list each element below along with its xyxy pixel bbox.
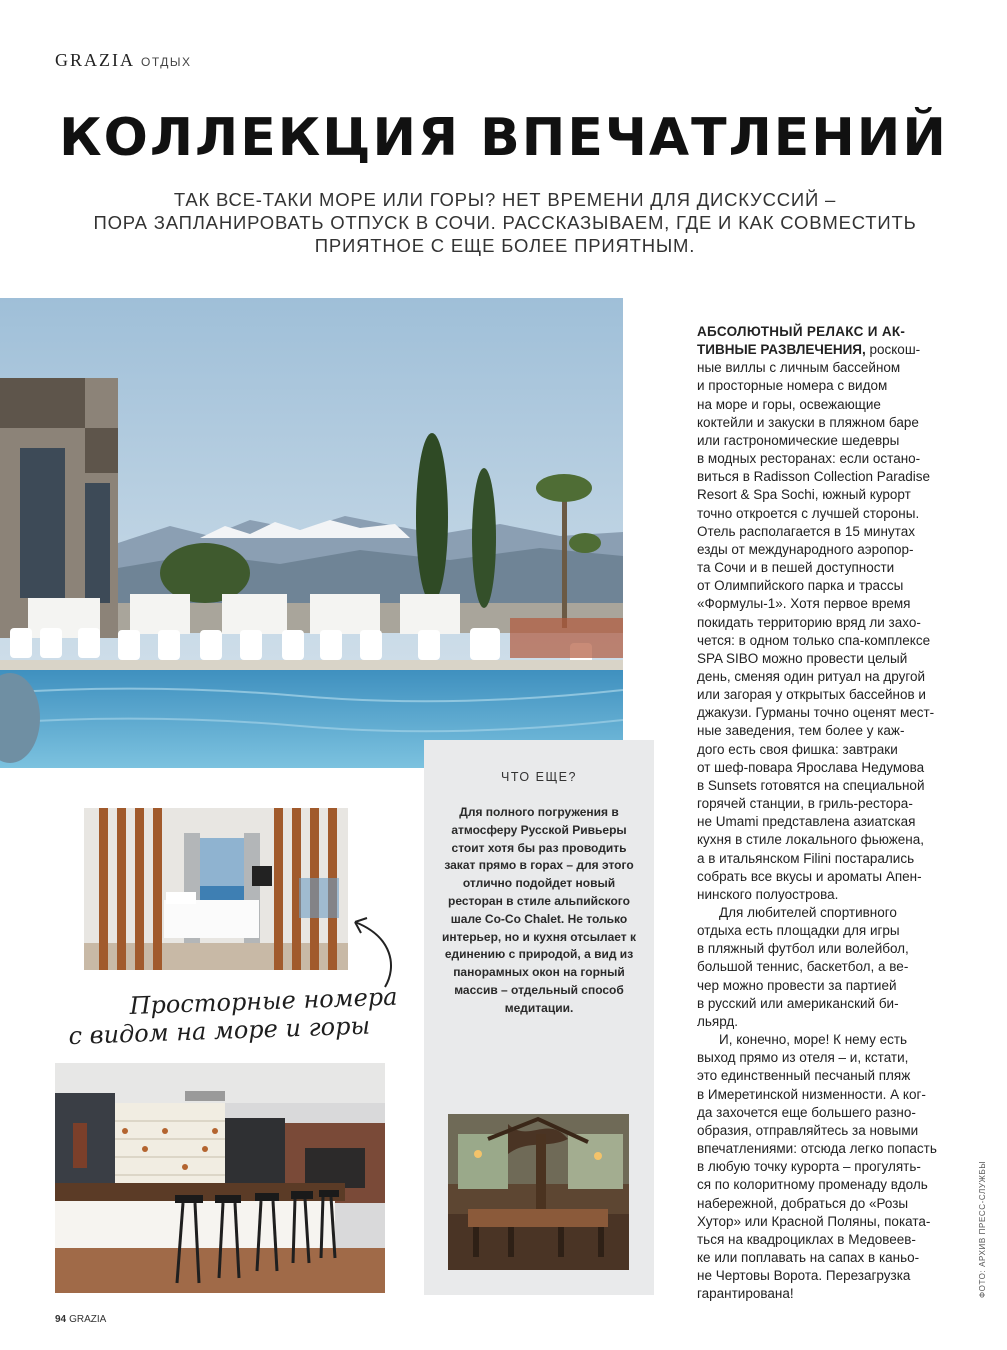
body-line: та Сочи и в пешей доступности — [697, 560, 895, 576]
body-paragraph-3 — [697, 1031, 947, 1303]
lead-line: ПРИЯТНОЕ С ЕЩЕ БОЛЕЕ ПРИЯТНЫМ. — [314, 235, 696, 256]
body-line: в любую точку курорта – прогулять- — [697, 1159, 921, 1175]
body-line: на море и горы, освежающие — [697, 396, 881, 412]
handwritten-arrow-icon — [345, 912, 405, 992]
sidebar-heading: ЧТО ЕЩЕ? — [501, 770, 577, 784]
body-line: в пляжный футбол или волейбол, — [697, 941, 909, 957]
folio-brand: GRAZIA — [69, 1314, 107, 1325]
body-line: ся по колоритному променаду вдоль — [697, 1177, 928, 1193]
body-line: выход прямо из отеля – и, кстати, — [697, 1050, 909, 1066]
article-lead — [80, 188, 930, 257]
body-line — [697, 341, 947, 359]
caption-line: Просторные номера — [129, 982, 398, 1020]
body-lead-in: ТИВНЫЕ РАЗВЛЕЧЕНИЯ, — [697, 342, 866, 358]
body-line: виться в Radisson Collection Paradise — [697, 469, 931, 485]
caption-line: с видом на море и горы — [68, 1011, 371, 1051]
photo-credit: ФОТО: АРХИВ ПРЕСС-СЛУЖБЫ — [978, 1160, 987, 1298]
body-line: от Олимпийского парка и трассы — [697, 578, 904, 594]
body-line: И, конечно, море! К нему есть — [719, 1032, 908, 1048]
body-line: Хутор» или Красной Поляны, поката- — [697, 1213, 931, 1229]
body-line: чер можно провести за партией — [697, 977, 897, 993]
body-line: в русский или американский би- — [697, 995, 899, 1011]
body-line: от шеф-повара Ярослава Недумова — [697, 759, 925, 775]
body-line: в Имеретинской низменности. А ког- — [697, 1086, 926, 1102]
body-line: SPA SIBO можно провести целый — [697, 650, 908, 666]
article-title: КОЛЛЕКЦИЯ ВПЕЧАТЛЕНИЙ — [59, 108, 948, 168]
body-paragraph-2 — [697, 904, 947, 1031]
restaurant-photo — [448, 1114, 629, 1270]
body-line: чется: в одном только спа-комплексе — [697, 632, 931, 648]
body-line: не Umami представлена азиатская — [697, 814, 916, 830]
body-line: джакузи. Гурманы точно оценят мест- — [697, 705, 935, 721]
sidebar-text: Для полного погружения в атмосферу Русской Ривьеры стоит хотя бы раз проводить закат прямо в горах – для этого отлично подойдет новый ресторан в стиле альпийского шале Co-Co Chalet. Не только интерьер, но и кухня отсылает к единению с природой, а вид из панорамных окон на горный массив – отдельный способ медитации. — [442, 805, 636, 1015]
magazine-brand: GRAZIA — [55, 50, 135, 70]
body-line: точно откроется с лучшей стороны. — [697, 505, 920, 521]
body-line: гарантирована! — [697, 1286, 794, 1302]
body-line: а в итальянском Filini постарались — [697, 850, 915, 866]
body-line: или гастрономические шедевры — [697, 432, 900, 448]
body-line: ные заведения, тем более у каж- — [697, 723, 905, 739]
hotel-room-photo — [84, 808, 348, 970]
body-line: дого есть своя фишка: завтраки — [697, 741, 898, 757]
body-line: ные виллы с личным бассейном — [697, 360, 901, 376]
body-line: кухня в стиле локального фьюжена, — [697, 832, 924, 848]
photo-caption — [67, 982, 419, 1050]
body-line: не Чертовы Ворота. Перезагрузка — [697, 1268, 911, 1284]
article-body — [697, 323, 947, 1303]
body-line-tail: роскош- — [865, 342, 921, 358]
body-line: день, сменяя один ритуал на другой — [697, 668, 926, 684]
body-line: да захочется еще большего разно- — [697, 1104, 916, 1120]
lead-line: ТАК ВСЕ-ТАКИ МОРЕ ИЛИ ГОРЫ? НЕТ ВРЕМЕНИ ДЛЯ ДИСКУССИЙ – — [173, 189, 837, 210]
body-line: образия, отправляйтесь за новыми — [697, 1122, 919, 1138]
body-line: большой теннис, баскетбол, а ве- — [697, 959, 909, 975]
body-line: собрать все вкусы и ароматы Апен- — [697, 868, 922, 884]
body-line: Для любителей спортивного — [719, 905, 897, 920]
body-line: или загорая у открытых бассейнов и — [697, 687, 926, 703]
lead-line: ПОРА ЗАПЛАНИРОВАТЬ ОТПУСК В СОЧИ. РАССКАЗЫВАЕМ, ГДЕ И КАК СОВМЕСТИТЬ — [93, 212, 917, 233]
body-line: езды от международного аэропор- — [697, 541, 914, 557]
body-lead-in: АБСОЛЮТНЫЙ РЕЛАКС И АК- — [697, 324, 906, 339]
body-line: набережной, добраться до «Розы — [697, 1195, 909, 1211]
body-line: нинского полуострова. — [697, 886, 839, 902]
hotel-pool-photo — [0, 298, 623, 768]
body-line: Resort & Spa Sochi, южный курорт — [697, 487, 911, 503]
page-header — [55, 50, 192, 71]
body-line: льярд. — [697, 1013, 739, 1029]
body-line: ться на квадроциклах в Медовеев- — [697, 1231, 916, 1247]
body-line: в Sunsets готовятся на специальной — [697, 777, 925, 793]
page-folio — [55, 1314, 106, 1325]
body-line: Отель располагается в 15 минутах — [697, 523, 915, 539]
section-label: ОТДЫХ — [141, 55, 192, 69]
body-line: в модных ресторанах: если остано- — [697, 451, 921, 467]
body-line: горячей станции, в гриль-рестора- — [697, 796, 913, 812]
body-paragraph-1 — [697, 359, 947, 904]
hotel-bar-photo — [55, 1063, 385, 1293]
body-line: коктейли и закуски в пляжном баре — [697, 414, 919, 430]
body-line: «Формулы-1». Хотя первое время — [697, 596, 911, 612]
body-line: это единственный песчаный пляж — [697, 1068, 911, 1084]
page-number: 94 — [55, 1314, 67, 1325]
body-line: ке или поплавать на сапах в каньо- — [697, 1249, 920, 1265]
body-line: отдыха есть площадки для игры — [697, 923, 900, 939]
body-line: впечатлениями: отсюда легко попасть — [697, 1141, 937, 1157]
body-line: и просторные номера с видом — [697, 378, 888, 394]
body-line: покидать территорию вряд ли захо- — [697, 614, 921, 630]
